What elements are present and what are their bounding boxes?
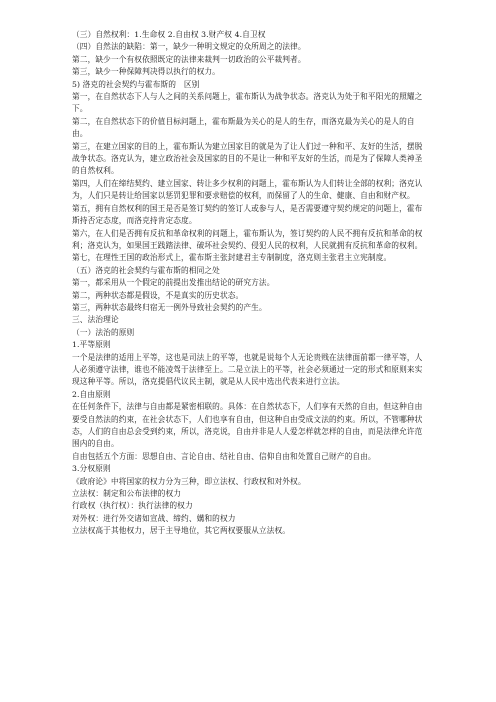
paragraph-difference-3: 第三，在建立国家的目的上，霍布斯认为建立国家目的就是为了让人们过一种和平、友好的生活，摆脱战争状态。洛克认为，建立政治社会及国家的目的不是让一种和平友好的生活，而是为了保障人类神圣的自然权利。 <box>72 141 423 176</box>
paragraph-difference-1: 第一，在自然状态下人与人之间的关系问题上，霍布斯认为战争状态。洛克认为处于和平阳光的照耀之下。 <box>72 92 423 114</box>
section-heading-principles: （一）法治的原则 <box>72 327 135 337</box>
section-heading-differences: 5) 洛克的社会契约与霍布斯的 区别 <box>72 79 200 89</box>
paragraph-freedom-aspects: 自由包括五个方面：思想自由、言论自由、结社自由、信仰自由和处置自己财产的自由。 <box>72 451 376 461</box>
heading-freedom-principle: 2.自由原则 <box>72 389 111 399</box>
section-heading-similarities: （五）洛克的社会契约与霍布斯的相同之处 <box>72 265 220 275</box>
paragraph-three-powers: 《政府论》中将国家的权力分为三种，即立法权、行政权和对外权。 <box>72 476 306 486</box>
paragraph-similarity-2: 第二，两种状态都是假设，不是真实的历史状态。 <box>72 290 244 300</box>
paragraph-natural-law-defects: （四）自然法的缺陷：第一，缺少一种明文规定的众所周之的法律。 <box>72 42 306 52</box>
paragraph-difference-5: 第五，拥有自然权利的国王是否是签订契约的签订人或参与人，是否需要遵守契约规定的问题上，霍布斯持否定态度，而洛克持肯定态度。 <box>72 203 423 226</box>
paragraph-defect-2: 第二，缺少一个有权依照既定的法律来裁判一切政治的公平裁判者。 <box>72 54 306 64</box>
paragraph-legislative-supremacy: 立法权高于其他权力，居于主导地位，其它两权要服从立法权。 <box>72 526 291 536</box>
heading-separation-principle: 3.分权原则 <box>72 464 111 474</box>
paragraph-similarity-1: 第一，都采用从一个假定的前提出发推出结论的研究方法。 <box>72 278 275 288</box>
paragraph-federative-power: 对外权：进行外交诸如宣战、缔约、媾和的权力 <box>72 513 236 523</box>
heading-equality-principle: 1.平等原则 <box>72 340 111 350</box>
paragraph-difference-2: 第二，在自然状态下的价值目标问题上，霍布斯最为关心的是人的生存，而洛克最为关心的是人的自由。 <box>72 116 415 139</box>
paragraph-freedom: 在任何条件下，法律与自由都是紧密相联的。具体：在自然状态下，人们享有天然的自由，但这种自由要受自然法的约束，在社会状态下，人们也享有自由，但这种自由受成文法的约束。所以，不管哪种状态，人们的自由总会受到约束，所以，洛克说，自由并非是人人爱怎样就怎样的自由，而是法律允许范围内的自由。 <box>72 402 423 449</box>
paragraph-difference-4: 第四，人们在缔结契约、建立国家、转让多少权利的问题上，霍布斯认为人们转让全部的权利；洛克认为，人们只是转让给国家以惩罚犯罪和要求赔偿的权利，而保留了人的生命、健康、自由和财产权。 <box>72 178 423 201</box>
paragraph-difference-7: 第七，在理性王国的政治形式上，霍布斯主张封建君主专制制度，洛克则主张君主立宪制度。 <box>72 253 392 263</box>
paragraph-difference-6: 第六，在人们是否拥有反抗和革命权利的问题上，霍布斯认为，签订契约的人民不拥有反抗和革命的权利；洛克认为，如果国王践踏法律、破坏社会契约、侵犯人民的权利，人民就拥有反抗和革命的权利。 <box>72 228 423 250</box>
paragraph-natural-rights: （三）自然权利：1.生命权 2.自由权 3.财产权 4.自卫权 <box>72 30 266 39</box>
paragraph-equality: 一个是法律的适用上平等，这也是司法上的平等，也就是说每个人无论贵贱在法律面前都一律平等，人人必须遵守法律，谁也不能凌驾于法律至上。二是立法上的平等，社会必须通过一定的形式和原则来实现这种平等。所以，洛克提倡代议民主制，就是从人民中选出代表来进行立法。 <box>72 352 423 387</box>
paragraph-executive-power: 行政权（执行权）：执行法律的权力 <box>72 501 193 511</box>
section-heading-rule-of-law: 三、法治理论 <box>72 315 119 325</box>
paragraph-legislative-power: 立法权：制定和公布法律的权力 <box>72 489 182 499</box>
paragraph-similarity-3: 第三，两种状态最终归宿无一例外导致社会契约的产生。 <box>72 302 267 312</box>
document-page <box>72 29 430 538</box>
paragraph-defect-3: 第三，缺少一种保障判决得以执行的权力。 <box>72 67 220 77</box>
